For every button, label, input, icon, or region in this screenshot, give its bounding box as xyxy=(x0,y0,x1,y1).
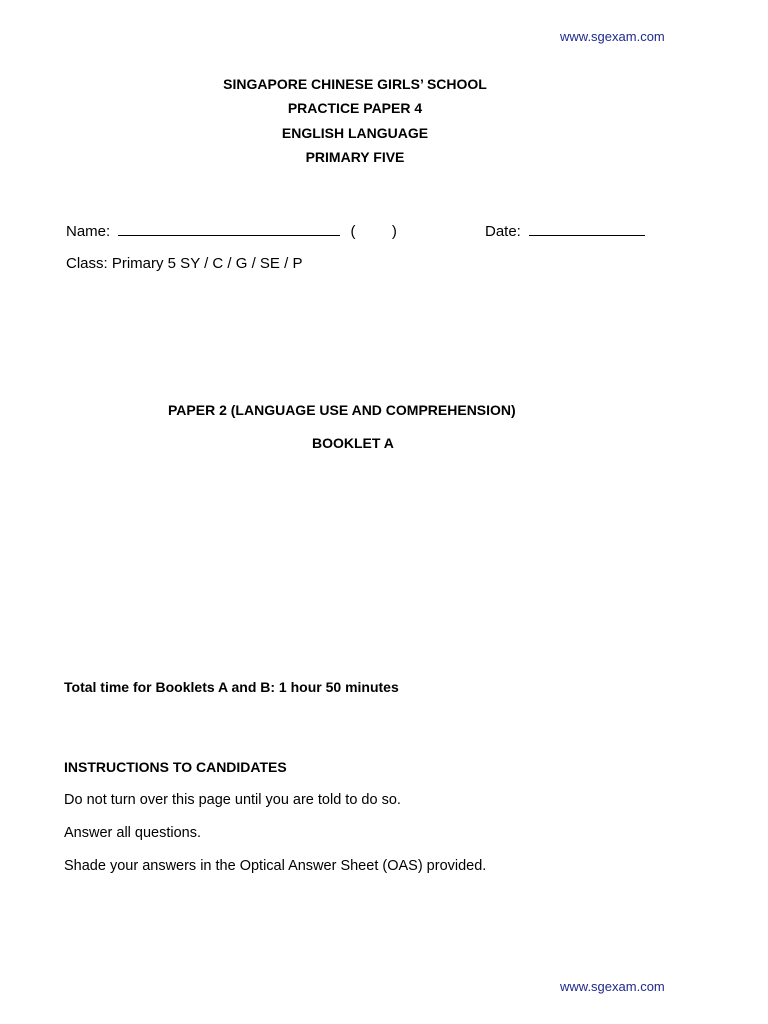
date-label: Date: xyxy=(485,223,521,240)
name-label: Name: xyxy=(66,223,111,240)
booklet-label: BOOKLET A xyxy=(312,435,394,451)
total-time-note: Total time for Booklets A and B: 1 hour 50 minutes xyxy=(64,679,399,695)
register-number-close-paren: ) xyxy=(391,223,397,240)
name-blank-line[interactable] xyxy=(118,222,340,236)
date-field-row xyxy=(485,222,645,240)
name-field-row xyxy=(66,222,397,240)
instruction-item: Do not turn over this page until you are told to do so. xyxy=(64,792,401,808)
class-field: Class: Primary 5 SY / C / G / SE / P xyxy=(66,255,303,272)
date-blank-line[interactable] xyxy=(529,222,645,236)
school-name: SINGAPORE CHINESE GIRLS’ SCHOOL xyxy=(223,76,487,92)
instruction-item: Shade your answers in the Optical Answer Sheet (OAS) provided. xyxy=(64,858,487,874)
register-number-open-paren: ( xyxy=(350,223,356,240)
website-watermark-bottom[interactable]: www.sgexam.com xyxy=(560,979,665,994)
level-title: PRIMARY FIVE xyxy=(305,149,405,165)
website-watermark-top[interactable]: www.sgexam.com xyxy=(560,29,665,44)
paper-title: PAPER 2 (LANGUAGE USE AND COMPREHENSION) xyxy=(168,402,516,418)
instruction-item: Answer all questions. xyxy=(64,825,202,841)
paper-number: PRACTICE PAPER 4 xyxy=(287,100,423,116)
instructions-heading: INSTRUCTIONS TO CANDIDATES xyxy=(64,759,287,775)
subject-title: ENGLISH LANGUAGE xyxy=(281,125,429,141)
